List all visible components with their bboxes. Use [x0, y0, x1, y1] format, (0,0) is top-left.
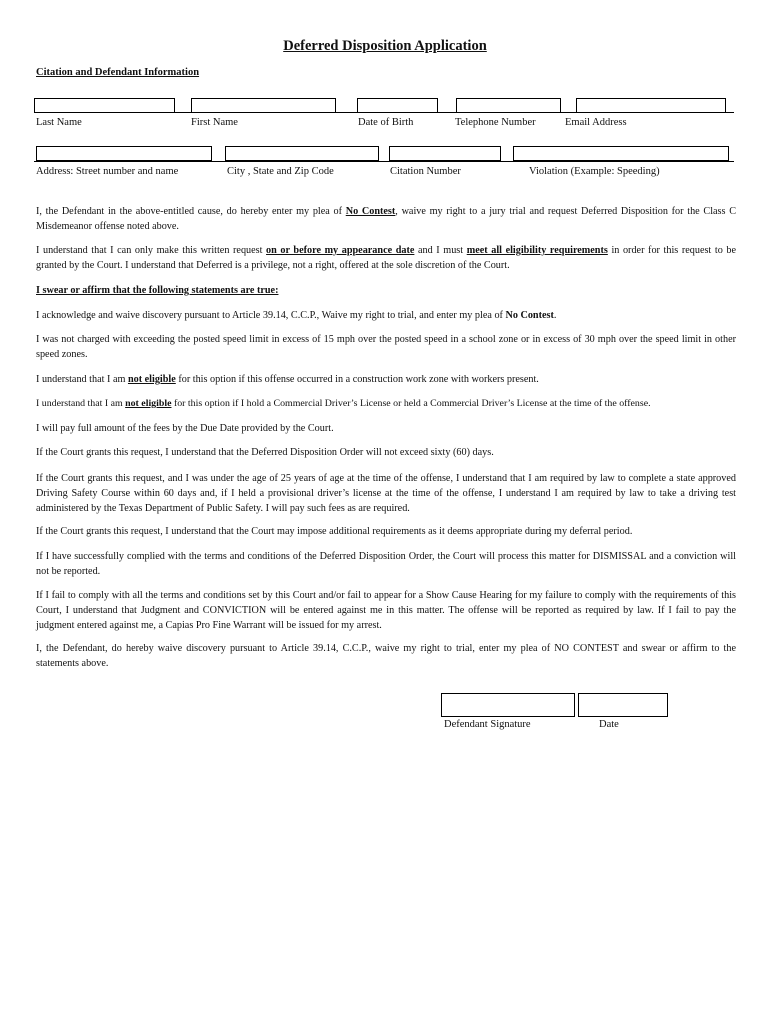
cdl-statement: I understand that I am not eligible for this option if I hold a Commercial Driver’s License or held a Commercial Driver’s License at the time of the offense.	[36, 398, 651, 409]
last-name-input[interactable]	[34, 98, 175, 113]
address-label: Address: Street number and name	[36, 166, 179, 177]
final-affirmation-statement: I, the Defendant, do hereby waive discovery pursuant to Article 39.14, C.C.P., waive my right to trial, enter my plea of NO CONTEST and swear or affirm to the statements above.	[36, 643, 736, 669]
first-name-label: First Name	[191, 117, 238, 128]
section-heading: Citation and Defendant Information	[36, 67, 200, 78]
waive-discovery-statement: I acknowledge and waive discovery pursuant to Article 39.14, C.C.P., Waive my right to trial, and enter my plea of No Contest.	[36, 310, 557, 321]
signature-label: Defendant Signature	[444, 719, 531, 730]
violation-input[interactable]	[513, 146, 729, 161]
order-duration-statement: If the Court grants this request, I understand that the Deferred Disposition Order will not exceed sixty (60) days.	[36, 447, 494, 458]
date-label: Date	[599, 719, 619, 730]
dob-label: Date of Birth	[358, 117, 414, 128]
violation-label: Violation (Example: Speeding)	[529, 166, 660, 177]
phone-input[interactable]	[456, 98, 561, 113]
phone-label: Telephone Number	[455, 117, 536, 128]
defendant-signature-input[interactable]	[441, 693, 575, 717]
work-zone-statement: I understand that I am not eligible for this option if this offense occurred in a construction work zone with workers present.	[36, 374, 539, 385]
conviction-statement: If I fail to comply with all the terms and conditions set by this Court and/or fail to appear for a Show Cause Hearing for my failure to comply with the requirements of this Court, I understand that Judgment and CONVICTION will be entered against me in this matter. The offense will be reported as required by law. If I fail to pay the judgment entered against me, a Capias Pro Fine Warrant will be issued for my arrest.	[36, 590, 736, 631]
city-state-zip-input[interactable]	[225, 146, 379, 161]
citation-number-input[interactable]	[389, 146, 501, 161]
page-title: Deferred Disposition Application	[283, 38, 487, 54]
citation-number-label: Citation Number	[390, 166, 461, 177]
email-label: Email Address	[565, 117, 627, 128]
driving-safety-statement: If the Court grants this request, and I was under the age of 25 years of age at the time of the offense, I understand that I am required by law to complete a state approved Driving Safety Course within 60 days and, if I held a provisional driver’s license at the time of the offense, I understand I am required by law to take a driving test administered by the Texas Department of Public Safety. I will pay such fees as are required.	[36, 473, 736, 514]
swear-heading: I swear or affirm that the following statements are true:	[36, 285, 279, 296]
last-name-label: Last Name	[36, 117, 82, 128]
plea-paragraph: I, the Defendant in the above-entitled cause, do hereby enter my plea of No Contest, waive my right to a jury trial and request Deferred Disposition for the Class C Misdemeanor offense noted above.	[36, 206, 736, 232]
signature-date-input[interactable]	[578, 693, 668, 717]
additional-requirements-statement: If the Court grants this request, I understand that the Court may impose additional requirements as it deems appropriate during my deferral period.	[36, 526, 633, 537]
first-name-input[interactable]	[191, 98, 336, 113]
request-paragraph: I understand that I can only make this written request on or before my appearance date and I must meet all eligibility requirements in order for this request to be granted by the Court. I understand that Deferred is a privilege, not a right, offered at the sole discretion of the Court.	[36, 245, 737, 271]
dismissal-statement: If I have successfully complied with the terms and conditions of the Deferred Disposition Order, the Court will process this matter for DISMISSAL and a conviction will not be reported.	[36, 551, 736, 577]
dob-input[interactable]	[357, 98, 438, 113]
email-input[interactable]	[576, 98, 726, 113]
address-input[interactable]	[36, 146, 212, 161]
fees-statement: I will pay full amount of the fees by the Due Date provided by the Court.	[36, 423, 334, 434]
row2-underline	[34, 161, 734, 162]
city-state-zip-label: City , State and Zip Code	[227, 166, 334, 177]
speed-statement: I was not charged with exceeding the posted speed limit in excess of 15 mph over the posted speed in a school zone or in excess of 30 mph over the speed limit in other speed zones.	[36, 334, 736, 360]
